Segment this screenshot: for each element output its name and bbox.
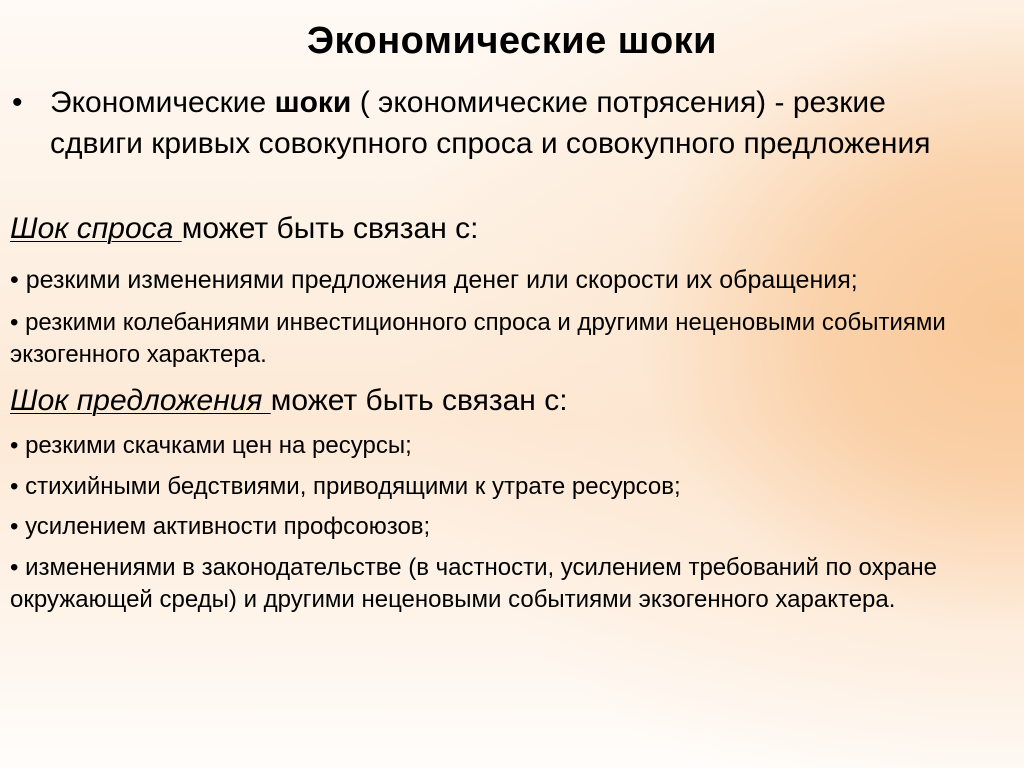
demand-shock-heading-rest: может быть связан с: <box>181 212 479 245</box>
definition-term-bold: шоки <box>274 86 352 119</box>
supply-shock-item-4: • изменениями в законодательстве (в частности, усилением требований по охране окружающей среды) и другими неценовыми событиями экзогенного характера. <box>10 554 937 613</box>
demand-shock-item-2: • резкими колебаниями инвестиционного спроса и другими неценовыми событиями экзогенного характера. <box>10 309 946 368</box>
supply-shock-item-3: • усилением активности профсоюзов; <box>10 513 431 540</box>
slide-title: Экономические шоки <box>306 20 718 62</box>
supply-shock-heading-rest: может быть связан с: <box>270 384 568 417</box>
supply-shock-heading <box>10 383 568 419</box>
demand-shock-heading-italic: Шок спроса <box>10 212 182 245</box>
definition-term-prefix: Экономические <box>50 86 275 119</box>
bullet-icon: • <box>12 86 23 119</box>
definition-rest: ( экономические потрясения) - резкие сдвиги кривых совокупного спроса и совокупного предложения <box>50 86 931 160</box>
demand-shock-item-1: • резкими изменениями предложения денег или скорости их обращения; <box>10 266 858 294</box>
supply-shock-item-2: • стихийными бедствиями, приводящими к утрате ресурсов; <box>10 473 681 500</box>
supply-shock-heading-italic: Шок предложения <box>10 384 271 417</box>
demand-shock-heading <box>10 211 478 247</box>
definition-text <box>50 82 962 164</box>
supply-shock-item-1: • резкими скачками цен на ресурсы; <box>10 432 412 459</box>
definition-paragraph <box>12 82 962 164</box>
